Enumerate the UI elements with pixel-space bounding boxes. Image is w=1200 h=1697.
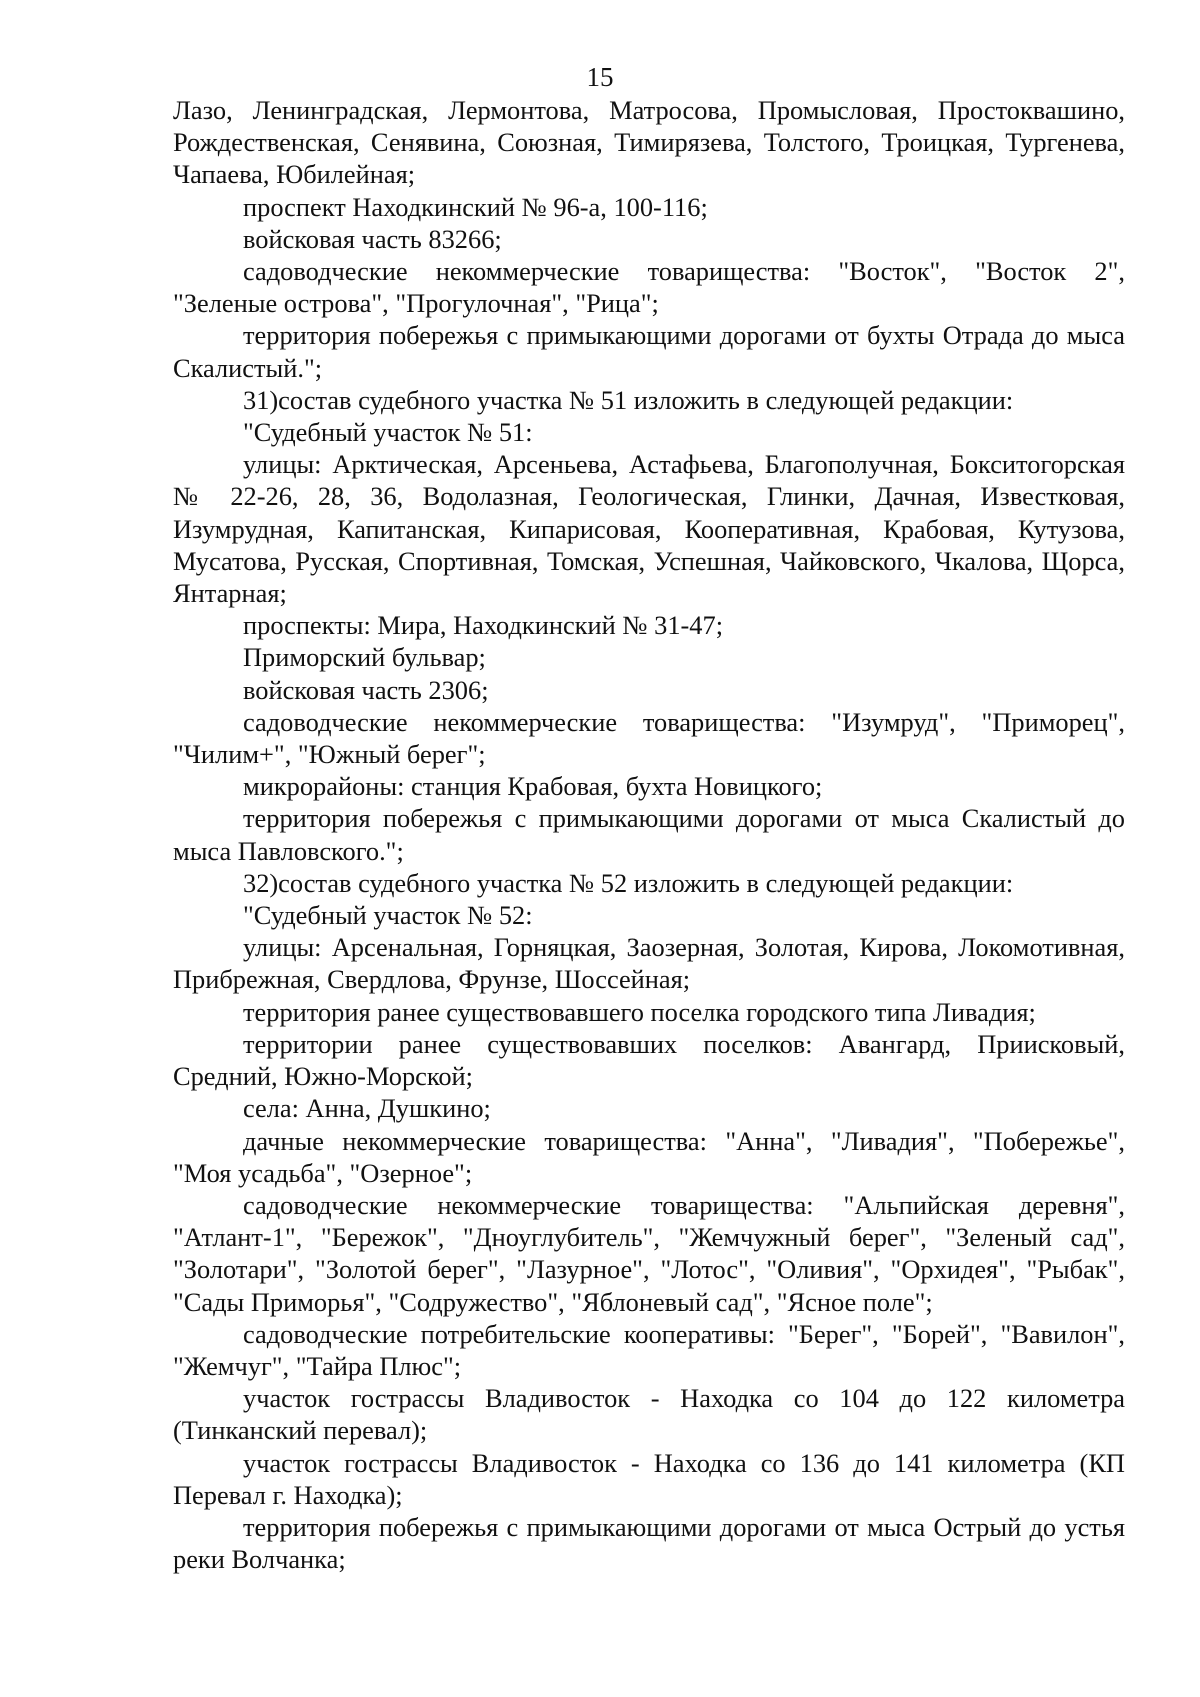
paragraph: "Судебный участок № 52: bbox=[243, 900, 533, 931]
paragraph: территория побережья с примыкающими дорогами от бухты Отрада до мыса Скалистый."; bbox=[173, 320, 1125, 383]
paragraph: "Судебный участок № 51: bbox=[243, 417, 533, 448]
paragraph: войсковая часть 83266; bbox=[243, 223, 502, 254]
paragraph: проспекты: Мира, Находкинский № 31-47; bbox=[243, 610, 724, 641]
paragraph: территория ранее существовавшего поселка городского типа Ливадия; bbox=[243, 996, 1036, 1027]
paragraph: Приморский бульвар; bbox=[243, 642, 486, 673]
paragraph: участок гострассы Владивосток - Находка со 104 до 122 километра (Тинканский перевал); bbox=[173, 1383, 1125, 1446]
paragraph: 31)состав судебного участка № 51 изложить в следующей редакции: bbox=[243, 384, 1014, 415]
document-body bbox=[173, 94, 1125, 1575]
paragraph: садоводческие некоммерческие товарищества: "Восток", "Восток 2", "Зеленые острова", "Прогулочная", "Рица"; bbox=[173, 256, 1125, 319]
paragraph: улицы: Арсенальная, Горняцкая, Заозерная, Золотая, Кирова, Локомотивная, Прибрежная, Свердлова, Фрунзе, Шоссейная; bbox=[173, 932, 1125, 995]
paragraph: проспект Находкинский № 96-а, 100-116; bbox=[243, 191, 708, 222]
paragraph: улицы: Арктическая, Арсеньева, Астафьева, Благополучная, Бокситогорская № 22-26, 28, 36, Водолазная, Геологическая, Глинки, Дачная, Известковая, Изумрудная, Капитанская, Кипарисовая, Кооперативная, Крабовая, Кутузова, Мусатова, Русская, Спортивная, Томская, Успешная, Чайковского, Чкалова, Щорса, Янтарная; bbox=[173, 449, 1125, 609]
paragraph: 32)состав судебного участка № 52 изложить в следующей редакции: bbox=[243, 867, 1014, 898]
page-number: 15 bbox=[586, 62, 614, 92]
paragraph: микрорайоны: станция Крабовая, бухта Новицкого; bbox=[243, 771, 823, 802]
paragraph: садоводческие некоммерческие товарищества: "Альпийская деревня", "Атлант-1", "Бережок", "Дноуглубитель", "Жемчужный берег", "Зеленый сад", "Золотари", "Золотой берег", "Лазурное", "Лотос", "Оливия", "Орхидея", "Рыбак", "Сады Приморья", "Содружество", "Яблоневый сад", "Ясное поле"; bbox=[173, 1189, 1125, 1317]
paragraph: дачные некоммерческие товарищества: "Анна", "Ливадия", "Побережье", "Моя усадьба", "Озерное"; bbox=[173, 1125, 1125, 1188]
paragraph: территория побережья с примыкающими дорогами от мыса Скалистый до мыса Павловского."; bbox=[173, 803, 1125, 866]
paragraph: войсковая часть 2306; bbox=[243, 674, 489, 705]
paragraph: садоводческие некоммерческие товарищества: "Изумруд", "Приморец", "Чилим+", "Южный берег"; bbox=[173, 706, 1125, 770]
paragraph: участок гострассы Владивосток - Находка со 136 до 141 километра (КП Перевал г. Находка); bbox=[173, 1447, 1125, 1510]
paragraph: садоводческие потребительские кооперативы: "Берег", "Борей", "Вавилон", "Жемчуг", "Тайра Плюс"; bbox=[173, 1318, 1125, 1381]
paragraph: территория побережья с примыкающими дорогами от мыса Острый до устья реки Волчанка; bbox=[173, 1511, 1125, 1575]
paragraph: территории ранее существовавших поселков: Авангард, Приисковый, Средний, Южно-Морской; bbox=[173, 1028, 1125, 1092]
paragraph: села: Анна, Душкино; bbox=[243, 1093, 491, 1124]
paragraph: Лазо, Ленинградская, Лермонтова, Матросова, Промысловая, Простоквашино, Рождественская, Сенявина, Союзная, Тимирязева, Толстого, Троицкая, Тургенева, Чапаева, Юбилейная; bbox=[173, 95, 1125, 190]
